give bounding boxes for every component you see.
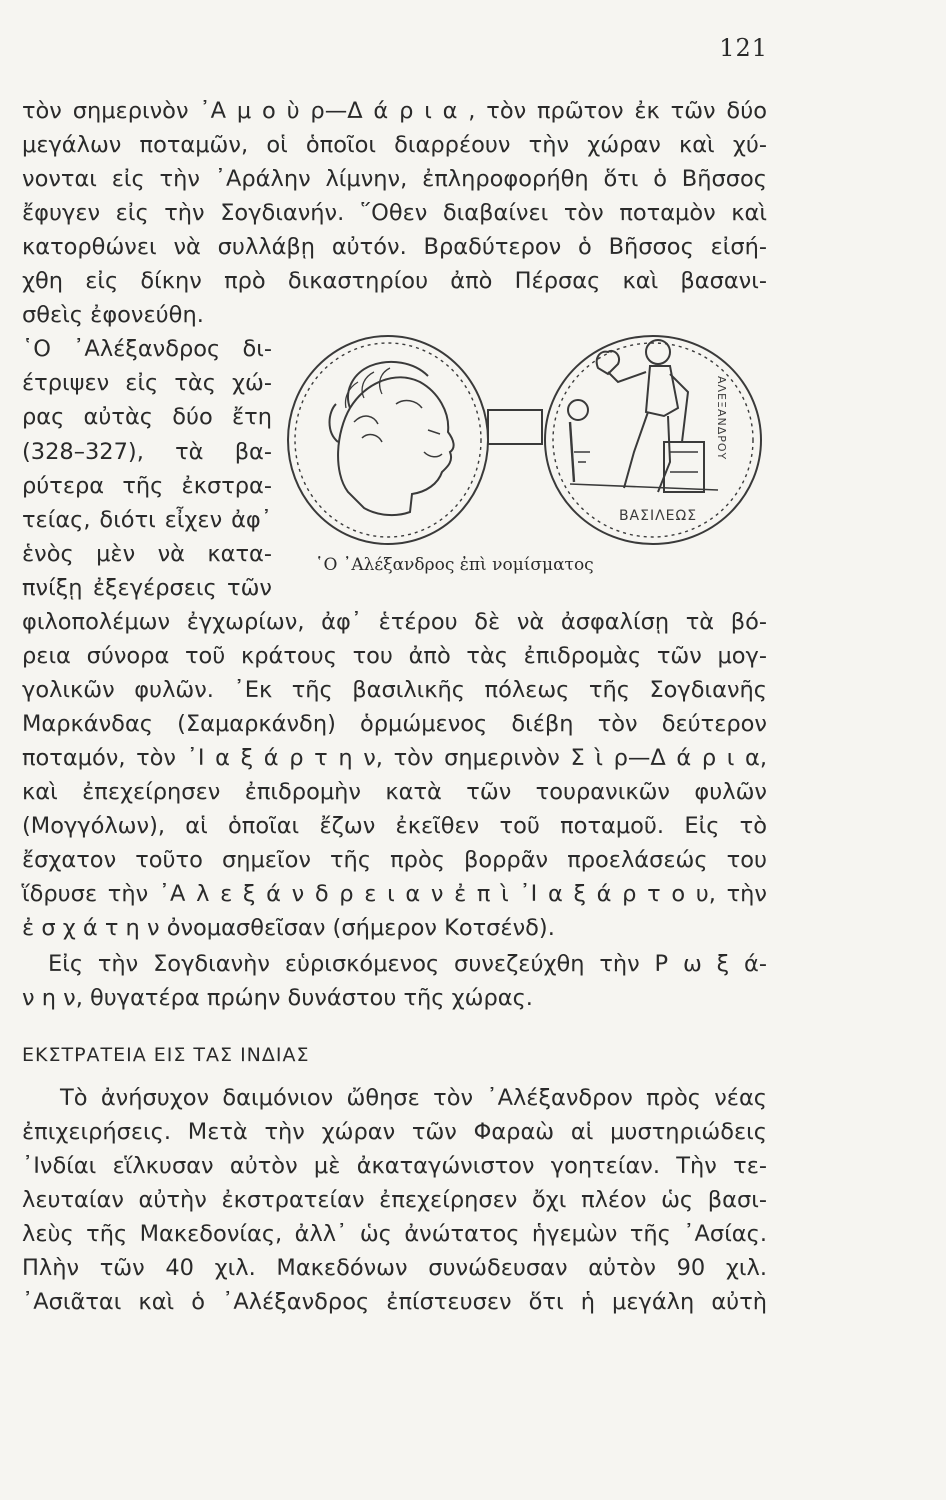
text-line: έτριψεν εἰς τὰς χώ- — [22, 370, 272, 396]
text-line: ρύτερα τῆς ἐκστρα- — [22, 473, 272, 499]
coin-legend-side: ΑΛΕΞΑΝΔΡΟΥ — [715, 376, 728, 461]
page-number: 121 — [719, 34, 768, 62]
text-line: καὶ ἐπεχείρησεν ἐπιδρομὴν κατὰ τῶν τουρανικῶν φυλῶν — [22, 779, 767, 805]
text-line: μεγάλων ποταμῶν, οἱ ὁποῖοι διαρρέουν τὴν χώραν καὶ χύ- — [22, 132, 767, 158]
text-line: ἐ σ χ ά τ η ν ὀνομασθεῖσαν (σήμερον Κοτσένδ). — [22, 915, 555, 941]
coin-illustration — [278, 312, 768, 594]
text-line: τείας, διότι εἶχεν ἀφ᾿ — [22, 507, 272, 533]
text-line: ᾿Ασιᾶται καὶ ὁ ᾿Αλέξανδρος ἐπίστευσεν ὅτι ἡ μεγάλη αὐτὴ — [22, 1289, 767, 1315]
section-heading: ΕΚΣΤΡΑΤΕΙΑ ΕΙΣ ΤΑΣ ΙΝΔΙΑΣ — [22, 1044, 310, 1066]
text-line: φιλοπολέμων ἐγχωρίων, ἀφ᾿ ἑτέρου δὲ νὰ ἀσφαλίσῃ τὰ βό- — [22, 609, 767, 635]
text-line: πνίξῃ ἐξεγέρσεις τῶν — [22, 575, 272, 601]
text-line: ἐπιχειρήσεις. Μετὰ τὴν χώραν τῶν Φαραὼ αἱ μυστηριώδεις — [22, 1119, 767, 1145]
text-line: κατορθώνει νὰ συλλάβῃ αὐτόν. Βραδύτερον ὁ Βῆσσος εἰσή- — [22, 234, 767, 260]
text-line: χθη εἰς δίκην πρὸ δικαστηρίου ἀπὸ Πέρσας καὶ βασανι- — [22, 268, 767, 294]
text-line: νονται εἰς τὴν ᾿Αράλην λίμνην, ἐπληροφορήθη ὅτι ὁ Βῆσσος — [22, 166, 767, 192]
text-line: λευταίαν αὐτὴν ἐκστρατείαν ἐπεχείρησεν ὄχι πλέον ὡς βασι- — [22, 1187, 767, 1213]
text-line: Μαρκάνδας (Σαμαρκάνδη) ὁρμώμενος διέβη τὸν δεύτερον — [22, 711, 767, 737]
text-line: Εἰς τὴν Σογδιανὴν εὑρισκόμενος συνεζεύχθη τὴν Ρ ω ξ ά- — [48, 951, 767, 977]
text-line: ἵδρυσε τὴν ᾿Α λ ε ξ ά ν δ ρ ε ι α ν ἐ π ὶ ᾿Ι α ξ ά ρ τ ο υ, τὴν — [22, 881, 767, 907]
text-line: γολικῶν φυλῶν. ᾿Εκ τῆς βασιλικῆς πόλεως τῆς Σογδιανῆς — [22, 677, 767, 703]
text-line: ῾Ο ᾿Αλέξανδρος δι- — [22, 336, 272, 362]
text-line: ἑνὸς μὲν νὰ κατα- — [22, 541, 272, 567]
text-line: λεὺς τῆς Μακεδονίας, ἀλλ᾿ ὡς ἀνώτατος ἡγεμὼν τῆς ᾿Ασίας. — [22, 1221, 767, 1247]
text-line: (Μογγόλων), αἱ ὁποῖαι ἔζων ἐκεῖθεν τοῦ ποταμοῦ. Εἰς τὸ — [22, 813, 767, 839]
text-line: (328–327), τὰ βα- — [22, 439, 272, 465]
coin-legend-bottom: ΒΑΣΙΛΕΩΣ — [618, 508, 698, 524]
text-line: τὸν σημερινὸν ᾿Α μ ο ὺ ρ—Δ ά ρ ι α , τὸν πρῶτον ἐκ τῶν δύο — [22, 98, 767, 124]
text-line: Πλὴν τῶν 40 χιλ. Μακεδόνων συνώδευσαν αὐτὸν 90 χιλ. — [22, 1255, 767, 1281]
text-line: ποταμόν, τὸν ᾿Ι α ξ ά ρ τ η ν, τὸν σημερινὸν Σ ὶ ρ—Δ ά ρ ι α, — [22, 745, 767, 771]
text-line: ρεια σύνορα τοῦ κράτους του ἀπὸ τὰς ἐπιδρομὰς τῶν μογ- — [22, 643, 767, 669]
text-line: ᾿Ινδίαι εἵλκυσαν αὐτὸν μὲ ἀκαταγώνιστον γοητείαν. Τὴν τε- — [22, 1153, 767, 1179]
text-line: ν η ν, θυγατέρα πρώην δυνάστου τῆς χώρας. — [22, 985, 533, 1011]
text-line: ρας αὐτὰς δύο ἔτη — [22, 404, 272, 430]
text-line: Τὸ ἀνήσυχον δαιμόνιον ὤθησε τὸν ᾿Αλέξανδρον πρὸς νέας — [60, 1085, 767, 1111]
text-line: ἔσχατον τοῦτο σημεῖον τῆς πρὸς βορρᾶν προελάσεώς του — [22, 847, 767, 873]
text-line: ἔφυγεν εἰς τὴν Σογδιανήν. ῞Οθεν διαβαίνει τὸν ποταμὸν καὶ — [22, 200, 767, 226]
text-line: σθεὶς ἐφονεύθη. — [22, 302, 204, 328]
figure-caption: ῾Ο ᾿Αλέξανδρος ἐπὶ νομίσματος — [315, 555, 594, 575]
